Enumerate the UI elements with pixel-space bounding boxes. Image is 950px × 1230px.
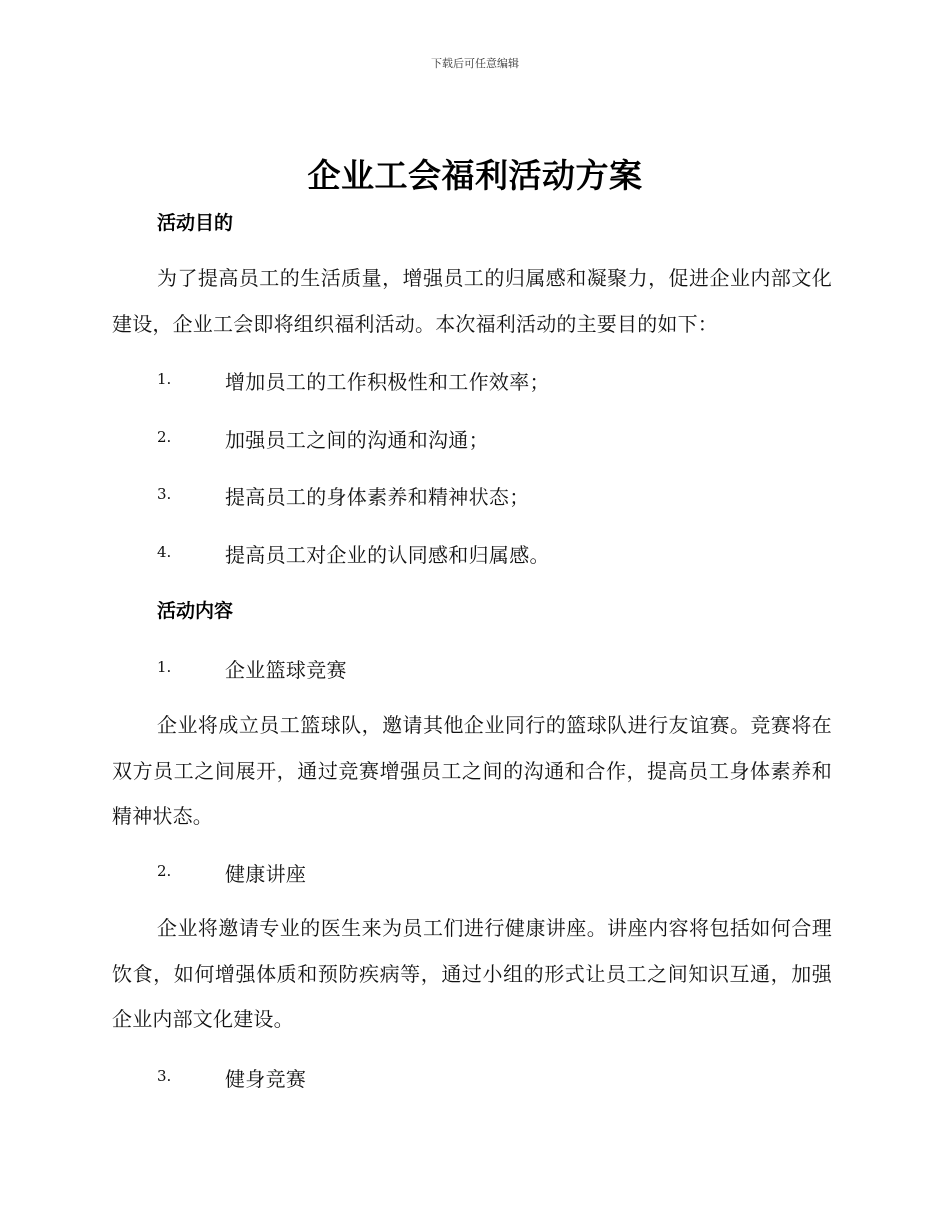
list-text: 提高员工的身体素养和精神状态； (225, 485, 530, 509)
purpose-intro-paragraph: 为了提高员工的生活质量，增强员工的归属感和凝聚力，促进企业内部文化建设，企业工会即将组织福利活动。本次福利活动的主要目的如下： (112, 266, 832, 336)
document-title: 企业工会福利活动方案 (307, 156, 643, 195)
list-number: 3. (157, 1067, 172, 1085)
page-header: 下载后可任意编辑 (431, 57, 519, 70)
list-text: 健身竞赛 (225, 1067, 307, 1091)
section-heading-content: 活动内容 (157, 600, 234, 622)
list-text: 提高员工对企业的认同感和归属感。 (225, 543, 550, 567)
content-item-description: 企业将成立员工篮球队，邀请其他企业同行的篮球队进行友谊赛。竞赛将在双方员工之间展开，通过竞赛增强员工之间的沟通和合作，提高员工身体素养和精神状态。 (112, 713, 832, 828)
list-text: 健康讲座 (225, 862, 307, 886)
list-number: 2. (157, 862, 172, 880)
list-number: 2. (157, 428, 172, 446)
section-heading-purpose: 活动目的 (157, 212, 234, 234)
list-number: 1. (157, 370, 172, 388)
list-text: 增加员工的工作积极性和工作效率； (225, 370, 550, 394)
list-text: 企业篮球竞赛 (225, 658, 347, 682)
content-item-description: 企业将邀请专业的医生来为员工们进行健康讲座。讲座内容将包括如何合理饮食，如何增强体质和预防疾病等，通过小组的形式让员工之间知识互通，加强企业内部文化建设。 (112, 916, 832, 1031)
list-number: 4. (157, 543, 172, 561)
list-number: 3. (157, 485, 172, 503)
list-text: 加强员工之间的沟通和沟通； (225, 428, 489, 452)
list-number: 1. (157, 658, 172, 676)
